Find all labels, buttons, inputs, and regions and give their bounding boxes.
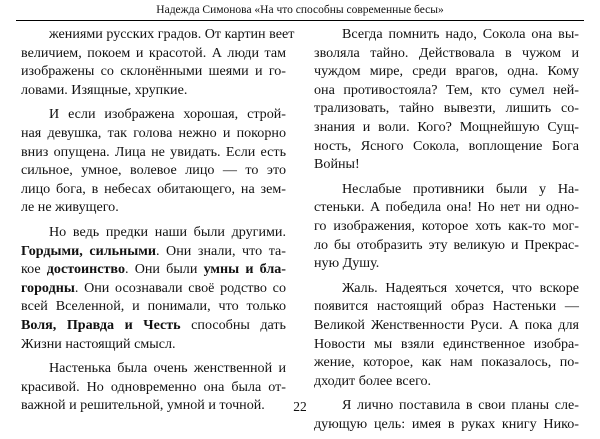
text-run: . Они осознавали своё родство со xyxy=(74,279,286,296)
text-run: способны дать xyxy=(180,316,286,333)
text-run: Жизни настоящий смысл. xyxy=(21,335,176,352)
bold-text-run: Гордыми, сильными xyxy=(21,242,156,259)
text-run: кое xyxy=(21,261,47,278)
text-line: вниз опущена. Лица не увидать. Если есть xyxy=(21,143,286,160)
text-line: зволяла тайно. Действовала в чужом и xyxy=(314,44,579,61)
text-line: ле не живущего. xyxy=(21,199,119,216)
text-run: Но ведь предки наши были другими. xyxy=(49,223,286,240)
text-line: сильное, умное, волевое лицо — то это xyxy=(21,162,286,179)
text-line: важной и решительной, умной и точной. xyxy=(21,397,265,414)
text-line xyxy=(21,279,286,298)
text-line: ло бы отобразить эту великую и Прекрас- xyxy=(314,236,579,253)
text-line: дующую цель: имея в руках книгу Нико- xyxy=(314,415,579,432)
text-line: появится настоящий образ Настеньки — xyxy=(314,298,579,315)
text-run: . Они знали, что та- xyxy=(155,242,286,259)
text-line: Великой Женственности Руси. А пока для xyxy=(314,316,579,333)
text-line: ную Душу. xyxy=(314,255,380,272)
text-run: всей Вселенной, и понимали, что только xyxy=(21,298,286,315)
text-line: го изображения, которое хоть как-то мог- xyxy=(314,217,579,234)
text-line: ная девушка, так голова нежно и покорно xyxy=(21,124,286,141)
text-line: изображены со склонёнными шеями и го- xyxy=(21,63,286,80)
text-line: Новости мы взяли единственное изобра- xyxy=(314,335,579,352)
text-line: ловами. Изящные, хрупкие. xyxy=(21,81,188,98)
bold-text-run: умны и бла- xyxy=(203,261,286,278)
text-line: лицо бога, в небесах обитающего, на зем- xyxy=(21,180,286,197)
bold-text-run: достоинство xyxy=(46,261,125,278)
right-text-column xyxy=(314,25,579,439)
text-line xyxy=(21,223,286,242)
text-line: дходит более всего. xyxy=(314,372,432,389)
text-line xyxy=(21,260,286,279)
text-line: Жаль. Надеяться хочется, что вскоре xyxy=(342,279,579,296)
text-line: она противостояла? Тем, кто сумел ней- xyxy=(314,81,579,98)
text-line: Я лично поставила в свои планы сле- xyxy=(342,397,579,414)
text-line xyxy=(21,242,286,261)
text-line xyxy=(21,297,286,316)
left-column-paragraph xyxy=(21,105,286,217)
bold-text-run: городны xyxy=(21,279,75,296)
page-number-value: 22 xyxy=(293,399,307,414)
text-line: ность, Ясного Сокола, воплощение Бога xyxy=(314,137,579,154)
text-line: Всегда помнить надо, Сокола она вы- xyxy=(342,26,579,42)
text-line xyxy=(21,335,286,354)
text-line: трализовать, тайно вывезти, лишить со- xyxy=(314,100,579,117)
left-column-paragraph xyxy=(21,25,295,99)
right-column-paragraph xyxy=(314,279,579,391)
text-line: жение, которое, как нам показалось, по- xyxy=(314,354,579,371)
text-line: И если изображена хорошая, строй- xyxy=(49,106,286,123)
bold-text-run: Воля, Правда и Честь xyxy=(21,316,181,333)
text-line: Войны! xyxy=(314,156,360,173)
text-line: Неслабые противники были у На- xyxy=(342,180,579,197)
left-text-column xyxy=(21,25,295,421)
text-line: Настенька была очень женственной и xyxy=(49,360,286,377)
running-header-title: Надежда Симонова «На что способны современные бесы» xyxy=(156,4,444,16)
text-run: . Они были xyxy=(125,261,204,278)
text-line: красивой. Но одновременно она была от- xyxy=(21,378,286,395)
text-line: жениями русских градов. От картин веет xyxy=(49,26,295,42)
running-header xyxy=(16,3,584,21)
right-column-paragraph xyxy=(314,180,579,273)
text-line: величием, покоем и красотой. А люди там xyxy=(21,44,286,61)
left-column-paragraph xyxy=(21,223,286,353)
text-line xyxy=(21,316,286,335)
right-column-paragraph xyxy=(314,25,579,174)
text-line: знания и воли. Кого? Мощнейшую Сущ- xyxy=(314,118,579,135)
text-line: стеньки. А победила она! Но нет ни одно- xyxy=(314,199,579,216)
text-line: чуждом мире, среди врагов, одна. Кому xyxy=(314,63,579,80)
page-number xyxy=(0,399,600,415)
